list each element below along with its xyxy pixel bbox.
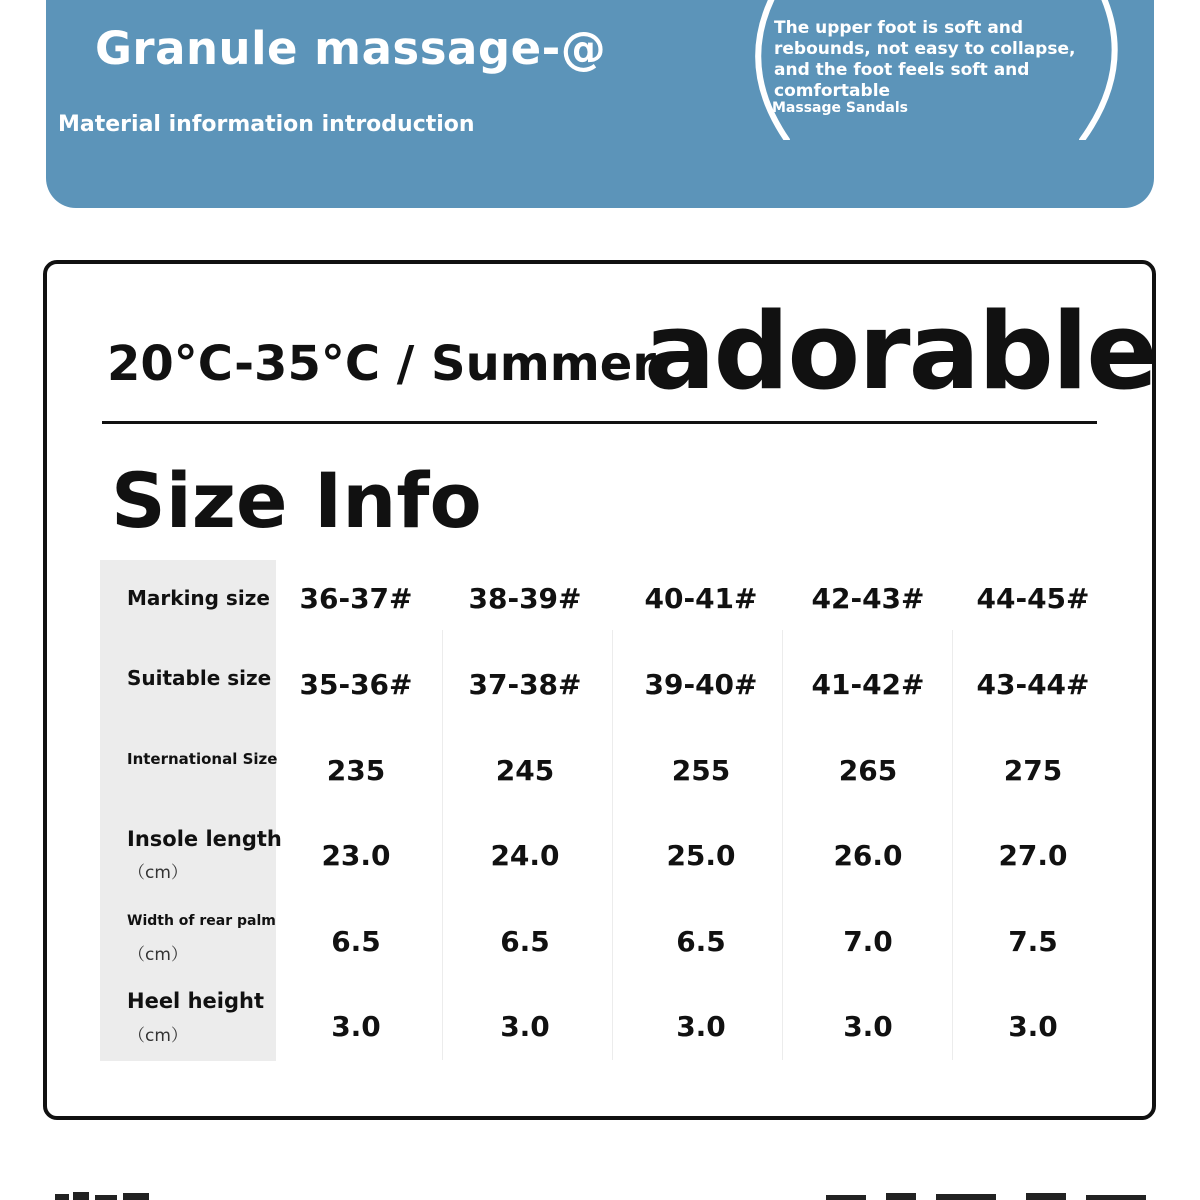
row-label-marking-size: Marking size bbox=[127, 586, 270, 610]
row-label-column bbox=[100, 560, 276, 1061]
row-label-suitable-size: Suitable size bbox=[127, 666, 272, 690]
table-cell: 265 bbox=[838, 754, 898, 787]
table-cell: 23.0 bbox=[321, 839, 391, 872]
brand-wordmark: adorable bbox=[644, 290, 1157, 413]
table-cell: 36-37# bbox=[299, 582, 413, 615]
table-cell: 7.5 bbox=[1008, 925, 1058, 958]
row-label-insole-length: Insole length bbox=[127, 827, 282, 851]
table-cell: 3.0 bbox=[843, 1010, 893, 1043]
feature-label: Massage Sandals bbox=[772, 100, 908, 116]
table-cell: 245 bbox=[495, 754, 555, 787]
table-cell: 37-38# bbox=[468, 668, 582, 701]
cropped-text-fragment bbox=[826, 1192, 1152, 1200]
season-label: 20°C-35°C / Summer bbox=[107, 336, 657, 392]
row-unit: （cm） bbox=[128, 1026, 188, 1046]
table-cell: 35-36# bbox=[299, 668, 413, 701]
column-divider bbox=[612, 630, 613, 1060]
row-unit: （cm） bbox=[128, 863, 188, 883]
row-label-heel-height: Heel height bbox=[127, 989, 264, 1013]
table-cell: 44-45# bbox=[976, 582, 1090, 615]
table-cell: 3.0 bbox=[500, 1010, 550, 1043]
table-cell: 255 bbox=[671, 754, 731, 787]
section-title: Size Info bbox=[111, 456, 482, 545]
row-unit: （cm） bbox=[128, 945, 188, 965]
table-cell: 26.0 bbox=[833, 839, 903, 872]
table-cell: 24.0 bbox=[490, 839, 560, 872]
table-cell: 38-39# bbox=[468, 582, 582, 615]
table-cell: 42-43# bbox=[811, 582, 925, 615]
table-cell: 6.5 bbox=[500, 925, 550, 958]
row-label-international-size: International Size bbox=[127, 750, 278, 768]
table-cell: 6.5 bbox=[676, 925, 726, 958]
table-cell: 6.5 bbox=[331, 925, 381, 958]
divider bbox=[102, 421, 1097, 424]
table-cell: 235 bbox=[326, 754, 386, 787]
table-cell: 3.0 bbox=[1008, 1010, 1058, 1043]
table-cell: 25.0 bbox=[666, 839, 736, 872]
table-cell: 275 bbox=[1003, 754, 1063, 787]
banner-subtitle: Material information introduction bbox=[58, 112, 475, 137]
row-label-rear-palm-width: Width of rear palm bbox=[127, 913, 276, 929]
table-cell: 40-41# bbox=[644, 582, 758, 615]
table-cell: 43-44# bbox=[976, 668, 1090, 701]
table-cell: 3.0 bbox=[331, 1010, 381, 1043]
banner-title: Granule massage-@ bbox=[95, 22, 607, 75]
table-cell: 41-42# bbox=[811, 668, 925, 701]
table-cell: 3.0 bbox=[676, 1010, 726, 1043]
table-cell: 7.0 bbox=[843, 925, 893, 958]
table-cell: 27.0 bbox=[998, 839, 1068, 872]
cropped-text-fragment bbox=[55, 1192, 155, 1200]
table-cell: 39-40# bbox=[644, 668, 758, 701]
feature-description: The upper foot is soft and rebounds, not easy to collapse, and the foot feels soft and comfortable bbox=[774, 18, 1076, 101]
